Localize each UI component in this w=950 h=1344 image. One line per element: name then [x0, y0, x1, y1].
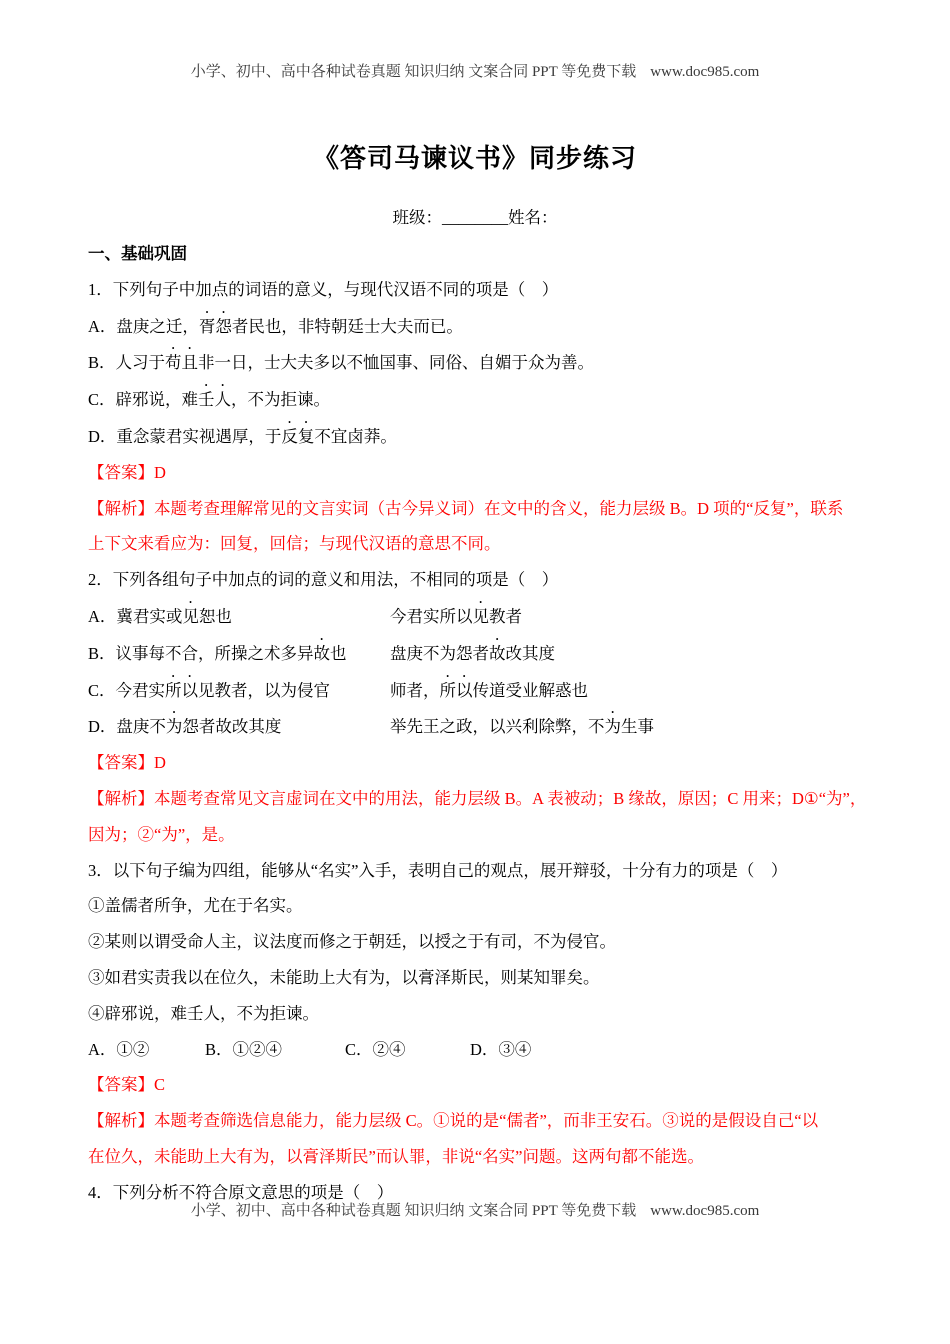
text-segment: A．盘庚之迁，	[88, 316, 199, 336]
q1-option-b	[88, 344, 870, 381]
emphasized-word: 见	[472, 606, 489, 626]
section-heading: 一、基础巩固	[88, 244, 187, 263]
q2-stem: 2．下列各组句子中加点的词的意义和用法，不相同的项是（ ）	[88, 570, 559, 590]
q2-analysis-line-1: 【解析】本题考查常见文言虚词在文中的用法，能力层级 B。A 表被动；B 缘故，原因；C 用来；D①“为”，	[88, 788, 867, 808]
q3-analysis-line-2: 在位久，未能助上大有为，以膏泽斯民”而认罪，非说“名实”问题。这两句都不能选。	[88, 1146, 704, 1166]
option-col2	[390, 681, 588, 700]
emphasized-word: 壬人	[198, 390, 232, 410]
q3-choice-d: D．③④	[470, 1039, 532, 1059]
text-segment: 改其度	[505, 643, 555, 663]
text-segment: 恕也	[198, 606, 232, 626]
text-segment: 怨者故改其度	[182, 717, 282, 737]
emphasized-word: 故	[489, 643, 506, 663]
text-segment: 非一日，士大夫多以不恤国事、同俗、自媚于众为善。	[198, 353, 595, 373]
q2-answer: 【答案】D	[88, 753, 166, 773]
q3-choice-a: A．①②	[88, 1039, 150, 1059]
q2-option-d	[88, 708, 870, 745]
q1-option-d	[88, 418, 870, 455]
q3-sentence-3: ③如君实责我以在位久，未能助上大有为，以膏泽斯民，则某知罪矣。	[88, 967, 600, 987]
text-segment: C．今君实	[88, 680, 166, 700]
q1-option-c	[88, 381, 870, 418]
q4-stem: 4．下列分析不符合原文意思的项是（ ）	[88, 1182, 394, 1202]
text-segment: B．人习于	[88, 353, 166, 373]
emphasized-word: 故	[313, 643, 331, 663]
class-name-line: 班级：________姓名：	[392, 208, 558, 227]
text-segment: 传道受业解惑也	[472, 680, 588, 700]
text-segment: 见教者，以为侵官	[198, 680, 331, 700]
emphasized-word: 反复	[281, 426, 315, 446]
option-col1	[88, 708, 390, 745]
emphasized-word: 为	[604, 717, 621, 737]
emphasized-word: 见	[182, 606, 199, 626]
q1-analysis-line-2: 上下文来看应为：回复，回信；与现代汉语的意思不同。	[88, 534, 501, 554]
header-site-link[interactable]: www.doc985.com	[650, 64, 760, 80]
text-segment: D．重念蒙君实视遇厚，于	[88, 426, 282, 446]
option-col1	[88, 672, 390, 709]
q1-option-a	[88, 308, 870, 345]
q3-sentence-1: ①盖儒者所争，尤在于名实。	[88, 896, 303, 916]
q3-sentence-4: ④辟邪说，难壬人，不为拒谏。	[88, 1003, 319, 1023]
text-segment: 不宜卤莽。	[314, 426, 397, 446]
text-segment: 生事	[621, 717, 654, 737]
q1-answer: 【答案】D	[88, 462, 166, 482]
text-segment: 今君实所以	[390, 606, 473, 626]
q3-choice-c: C．②④	[345, 1039, 406, 1059]
text-segment: 盘庚不为怨者	[390, 643, 489, 663]
q3-sentence-2: ②某则以谓受命人主，议法度而修之于朝廷，以授之于有司，不为侵官。	[88, 932, 616, 952]
q1-stem: 1．下列句子中加点的词语的意义，与现代汉语不同的项是（ ）	[88, 279, 559, 299]
text-segment: D．盘庚不	[88, 717, 166, 737]
q2-option-a	[88, 598, 870, 635]
text-segment: C．辟邪说，难	[88, 390, 199, 410]
option-col2	[390, 644, 555, 663]
emphasized-word: 所以	[439, 680, 473, 700]
q3-analysis-line-1: 【解析】本题考查筛选信息能力，能力层级 C。①说的是“儒者”，而非王安石。③说的是假设自己“以	[88, 1111, 819, 1131]
option-col2	[390, 717, 654, 736]
emphasized-word: 苟且	[165, 353, 199, 373]
text-segment: A．冀君实或	[88, 606, 183, 626]
option-col1	[88, 598, 390, 635]
text-segment: 者民也，非特朝廷士大夫而已。	[231, 316, 463, 336]
text-segment: ，不为拒谏。	[231, 390, 331, 410]
q3-stem: 3．以下句子编为四组，能够从“名实”入手，表明自己的观点，展开辩驳，十分有力的项是（ ）	[88, 860, 788, 880]
footer-promo-bar	[0, 1199, 950, 1220]
text-segment: 也	[330, 643, 347, 663]
header-promo-text: 小学、初中、高中各种试卷真题 知识归纳 文案合同 PPT 等免费下载	[190, 64, 637, 80]
text-segment: 教者	[489, 606, 522, 626]
text-segment: 师者，	[390, 680, 440, 700]
q1-analysis-line-1: 【解析】本题考查理解常见的文言实词（古今异义词）在文中的含义，能力层级 B。D 项的“反复”，联系	[88, 498, 844, 518]
emphasized-word: 所以	[165, 680, 199, 700]
document-body	[88, 236, 870, 1211]
q3-choice-b: B．①②④	[205, 1039, 283, 1059]
q2-analysis-line-2: 因为；②“为”，是。	[88, 824, 235, 844]
option-col2	[390, 607, 522, 626]
header-promo-bar	[0, 60, 950, 81]
page-title: 《答司马谏议书》同步练习	[312, 144, 637, 173]
q2-option-c	[88, 672, 870, 709]
footer-site-link[interactable]: www.doc985.com	[650, 1203, 760, 1219]
emphasized-word: 胥怨	[198, 316, 232, 336]
q3-choices	[88, 1032, 870, 1068]
q2-option-b	[88, 635, 870, 672]
option-col1	[88, 635, 390, 672]
text-segment: 举先王之政，以兴利除弊，不	[390, 717, 605, 737]
emphasized-word: 为	[165, 717, 183, 737]
footer-promo-text: 小学、初中、高中各种试卷真题 知识归纳 文案合同 PPT 等免费下载	[190, 1203, 637, 1219]
q3-answer: 【答案】C	[88, 1075, 166, 1095]
text-segment: B．议事每不合，所操之术多异	[88, 643, 314, 663]
